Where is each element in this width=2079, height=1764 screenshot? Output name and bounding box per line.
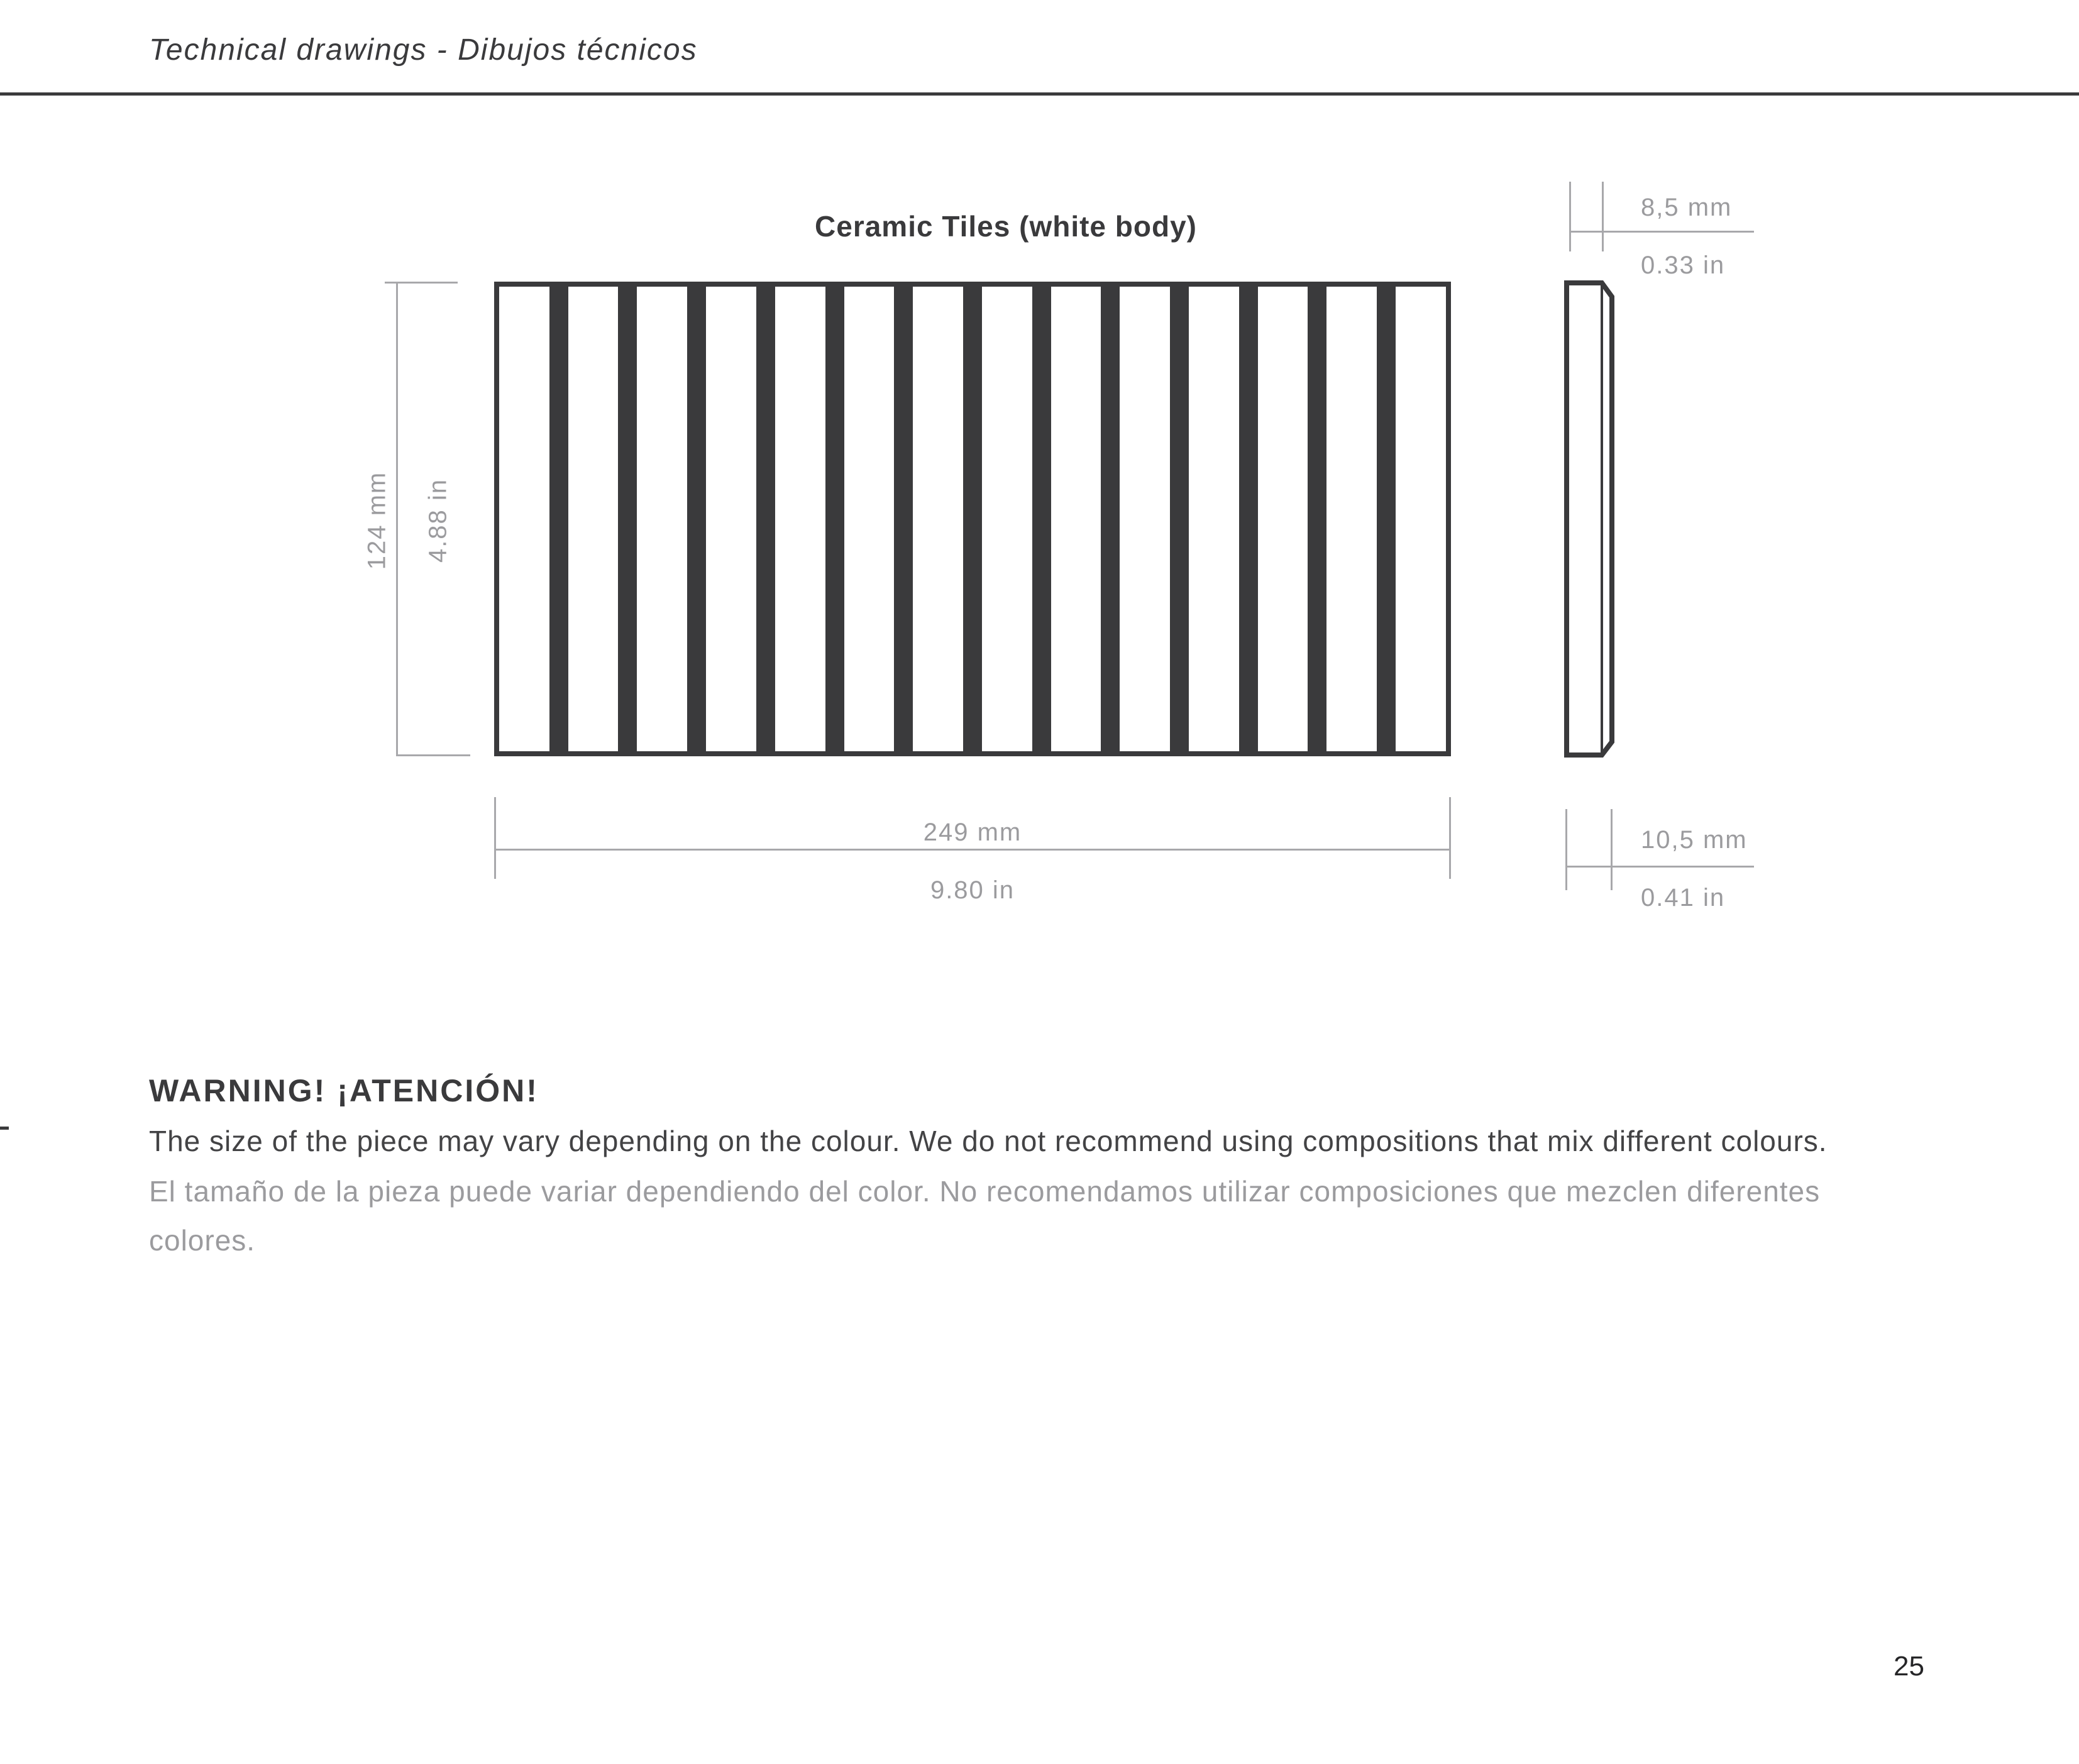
drawing-title: Ceramic Tiles (white body) <box>815 210 1197 243</box>
width-dimension-in-label: 9.80 in <box>930 876 1015 904</box>
warning-text-spanish-line2: colores. <box>149 1224 256 1257</box>
width-dimension-right-tick <box>1449 797 1451 879</box>
tile-flute-stripe <box>1032 287 1051 751</box>
header-divider-rule <box>0 92 2079 96</box>
tile-flute-stripe <box>825 287 844 751</box>
height-dimension-in-label: 4.88 in <box>424 478 452 563</box>
tile-flute-stripe <box>618 287 637 751</box>
page-header-title: Technical drawings - Dibujos técnicos <box>149 33 698 67</box>
tile-flute-stripe <box>756 287 775 751</box>
tile-side-profile-drawing <box>1560 278 1618 763</box>
height-dimension-mm-label: 124 mm <box>363 471 391 570</box>
tile-flute-stripe <box>1308 287 1326 751</box>
bottom-thickness-mm-label: 10,5 mm <box>1641 826 1748 854</box>
bottom-thickness-right-tick <box>1611 809 1613 890</box>
tile-flute-stripe <box>1170 287 1189 751</box>
tile-flute-stripe <box>894 287 913 751</box>
top-thickness-left-tick <box>1569 182 1571 251</box>
tile-flute-stripe <box>687 287 706 751</box>
bottom-thickness-in-label: 0.41 in <box>1641 884 1726 912</box>
bottom-thickness-dimension-line <box>1565 866 1754 868</box>
tile-flute-stripe <box>1101 287 1120 751</box>
tile-front-view-drawing <box>494 282 1451 756</box>
page-edge-mark <box>0 1127 9 1130</box>
height-dimension-bottom-cap <box>396 754 470 756</box>
width-dimension-left-tick <box>494 797 496 879</box>
warning-heading: WARNING! ¡ATENCIÓN! <box>149 1073 539 1108</box>
tile-flute-stripe <box>1239 287 1258 751</box>
height-dimension-line <box>396 282 398 756</box>
bottom-thickness-left-tick <box>1565 809 1567 890</box>
top-thickness-right-tick <box>1602 182 1604 251</box>
top-thickness-mm-label: 8,5 mm <box>1641 194 1733 221</box>
tile-flute-stripe <box>549 287 568 751</box>
tile-flute-stripe <box>1377 287 1396 751</box>
top-thickness-in-label: 0.33 in <box>1641 251 1726 279</box>
warning-text-spanish-line1: El tamaño de la pieza puede variar dependiendo del color. No recomendamos utilizar composiciones que mezclen diferentes <box>149 1175 1821 1208</box>
warning-text-english: The size of the piece may vary depending on the colour. We do not recommend using compositions that mix different colours. <box>149 1125 1828 1157</box>
tile-side-outline <box>1567 283 1612 755</box>
page-number: 25 <box>1894 1651 1924 1682</box>
width-dimension-mm-label: 249 mm <box>923 819 1022 846</box>
tile-flute-stripe <box>963 287 982 751</box>
top-thickness-dimension-line <box>1569 231 1754 233</box>
height-dimension-top-cap <box>385 282 458 284</box>
width-dimension-line <box>494 849 1451 851</box>
